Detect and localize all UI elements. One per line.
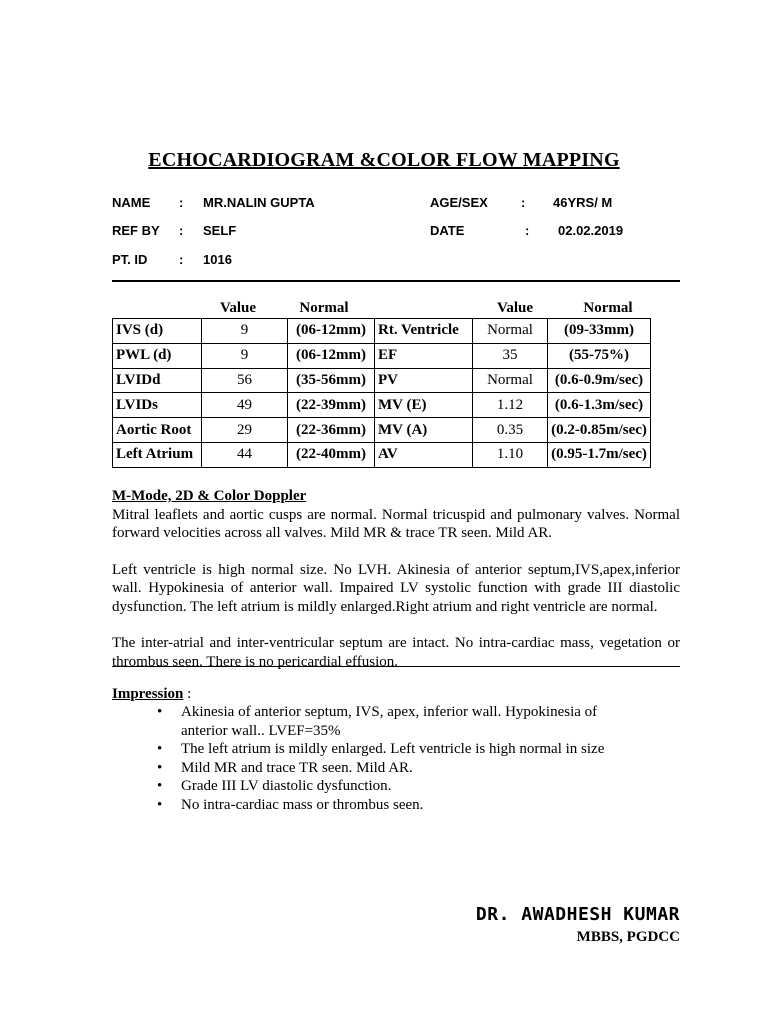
section-divider (112, 666, 680, 667)
normal-right-cell: (0.2-0.85m/sec) (548, 418, 651, 443)
col-normal-right: Normal (583, 300, 633, 316)
impression-text: The left atrium is mildly enlarged. Left ventricle is high normal in size (181, 741, 605, 757)
normal-right-cell: (0.6-0.9m/sec) (548, 368, 651, 393)
bullet-icon: • (157, 759, 163, 776)
param-left-cell: LVIDd (113, 368, 202, 393)
param-left-cell: PWL (d) (113, 343, 202, 368)
param-left-cell: IVS (d) (113, 319, 202, 344)
value-right-cell: 0.35 (473, 418, 548, 443)
normal-left-cell: (06-12mm) (288, 319, 375, 344)
normal-left-cell: (06-12mm) (288, 343, 375, 368)
agesex-label: AGE/SEX (430, 195, 488, 210)
value-left-cell: 56 (202, 368, 288, 393)
impression-item (112, 777, 606, 796)
value-right-cell: 1.12 (473, 393, 548, 418)
name-label: NAME (112, 195, 151, 210)
table-row (113, 442, 651, 467)
col-value-left: Value (219, 300, 257, 316)
measurements-table (112, 318, 651, 468)
header-divider (112, 280, 680, 282)
param-right-cell: Rt. Ventricle (375, 319, 473, 344)
value-right-cell: Normal (473, 319, 548, 344)
impression-heading: Impression (112, 686, 184, 702)
bullet-icon: • (157, 796, 163, 813)
date-value: 02.02.2019 (558, 223, 624, 238)
name-colon: : (179, 195, 184, 210)
date-colon: : (525, 223, 530, 238)
param-right-cell: PV (375, 368, 473, 393)
impression-item (112, 703, 606, 740)
value-right-cell: 35 (473, 343, 548, 368)
doctor-name: DR. AWADHESH KUMAR (475, 904, 680, 925)
param-right-cell: AV (375, 442, 473, 467)
impression-item (112, 796, 606, 815)
normal-right-cell: (09-33mm) (548, 319, 651, 344)
value-left-cell: 9 (202, 343, 288, 368)
normal-right-cell: (55-75%) (548, 343, 651, 368)
doctor-degree: MBBS, PGDCC (576, 929, 680, 945)
ptid-colon: : (179, 252, 184, 267)
mmode-section (112, 487, 680, 671)
impression-text: Mild MR and trace TR seen. Mild AR. (181, 759, 413, 776)
mmode-paragraph-3: The inter-atrial and inter-ventricular septum are intact. No intra-cardiac mass, vegetation or thrombus seen. There is no pericardial effusion. (112, 635, 680, 670)
mmode-paragraph-1: Mitral leaflets and aortic cusps are normal. Normal tricuspid and pulmonary valves. Normal forward velocities across all valves. Mild MR & trace TR seen. Mild AR. (112, 506, 680, 541)
refby-label: REF BY (112, 223, 160, 238)
refby-colon: : (179, 223, 184, 238)
mmode-heading: M-Mode, 2D & Color Doppler (112, 488, 307, 504)
param-left-cell: Left Atrium (113, 442, 202, 467)
agesex-colon: : (521, 195, 526, 210)
impression-item (112, 740, 606, 759)
normal-left-cell: (22-40mm) (288, 442, 375, 467)
param-right-cell: EF (375, 343, 473, 368)
normal-left-cell: (22-39mm) (288, 393, 375, 418)
impression-text: Akinesia of anterior septum, IVS, apex, inferior wall. Hypokinesia of anterior wall.. LVEF=35% (181, 704, 598, 739)
param-left-cell: Aortic Root (113, 418, 202, 443)
param-right-cell: MV (A) (375, 418, 473, 443)
ptid-label: PT. ID (112, 252, 148, 267)
col-value-right: Value (496, 300, 534, 316)
table-row (113, 319, 651, 344)
impression-item (112, 759, 606, 778)
value-right-cell: Normal (473, 368, 548, 393)
bullet-icon: • (157, 778, 163, 794)
value-left-cell: 29 (202, 418, 288, 443)
impression-text: No intra-cardiac mass or thrombus seen. (181, 796, 424, 813)
impression-heading-line (112, 685, 680, 704)
bullet-icon: • (157, 741, 163, 757)
normal-right-cell: (0.6-1.3m/sec) (548, 393, 651, 418)
impression-text: Grade III LV diastolic dysfunction. (181, 778, 392, 794)
col-normal-left: Normal (299, 300, 349, 316)
table-row (113, 368, 651, 393)
value-right-cell: 1.10 (473, 442, 548, 467)
value-left-cell: 49 (202, 393, 288, 418)
table-row (113, 343, 651, 368)
value-left-cell: 44 (202, 442, 288, 467)
impression-colon: : (183, 686, 192, 702)
ptid-value: 1016 (203, 252, 232, 267)
table-row (113, 418, 651, 443)
value-left-cell: 9 (202, 319, 288, 344)
param-left-cell: LVIDs (113, 393, 202, 418)
normal-right-cell: (0.95-1.7m/sec) (548, 442, 651, 467)
normal-left-cell: (35-56mm) (288, 368, 375, 393)
refby-value: SELF (203, 223, 237, 238)
table-row (113, 393, 651, 418)
name-value: MR.NALIN GUPTA (203, 195, 315, 210)
report-title: ECHOCARDIOGRAM &COLOR FLOW MAPPING (148, 149, 620, 171)
normal-left-cell: (22-36mm) (288, 418, 375, 443)
bullet-icon: • (157, 704, 163, 720)
mmode-paragraph-2: Left ventricle is high normal size. No LVH. Akinesia of anterior septum,IVS,apex,inferior wall. Hypokinesia of anterior wall. Impaired LV systolic function with grade III diastolic dysfunction. The left atrium is mildly enlarged.Right atrium and right ventricle are normal. (112, 561, 680, 615)
date-label: DATE (430, 223, 465, 238)
param-right-cell: MV (E) (375, 393, 473, 418)
impression-list (112, 703, 680, 814)
agesex-value: 46YRS/ M (553, 195, 613, 210)
